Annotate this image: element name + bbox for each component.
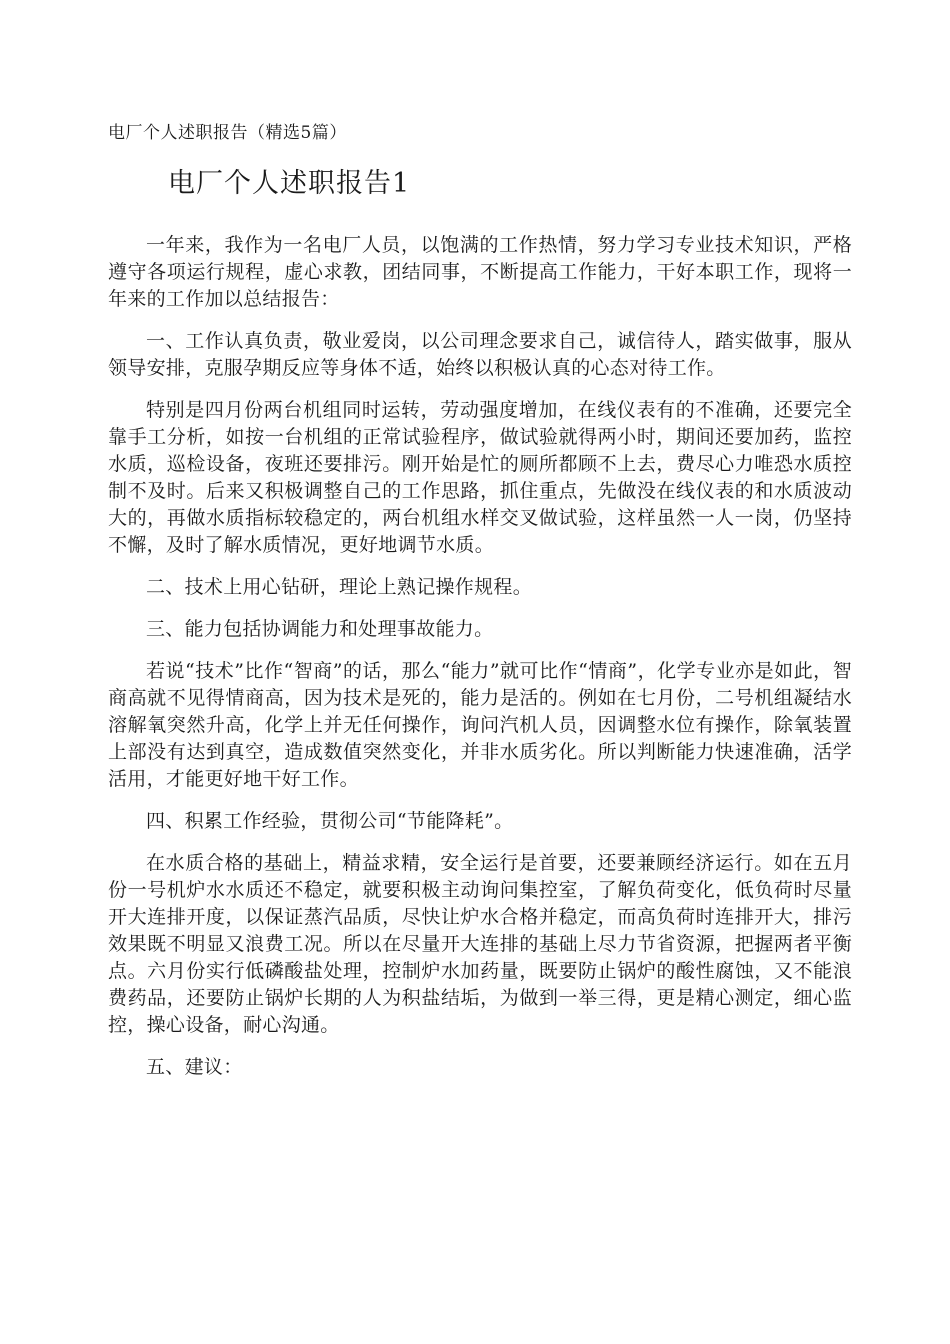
- paragraph-section-3-detail: 若说“技术”比作“智商”的话，那么“能力”就可比作“情商”，化学专业亦是如此，智商高就不见得情商高，因为技术是死的，能力是活的。例如在七月份，二号机组凝结水溶解氧突然升高，化学上并无任何操作，询问汽机人员，因调整水位有操作，除氧装置上部没有达到真空，造成数值突然变化，并非水质劣化。所以判断能力快速准确，活学活用，才能更好地干好工作。: [108, 660, 852, 790]
- paragraph-section-1: 一、工作认真负责，敬业爱岗，以公司理念要求自己，诚信待人，踏实做事，服从领导安排，克服孕期反应等身体不适，始终以积极认真的心态对待工作。: [108, 330, 852, 379]
- paragraph-section-4-detail: 在水质合格的基础上，精益求精，安全运行是首要，还要兼顾经济运行。如在五月份一号机炉水水质还不稳定，就要积极主动询问集控室，了解负荷变化，低负荷时尽量开大连排开度，以保证蒸汽品质，尽快让炉水合格并稳定，而高负荷时连排开大，排污效果既不明显又浪费工况。所以在尽量开大连排的基础上尽力节省资源，把握两者平衡点。六月份实行低磷酸盐处理，控制炉水加药量，既要防止锅炉的酸性腐蚀，又不能浪费药品，还要防止锅炉长期的人为积盐结垢，为做到一举三得，更是精心测定，细心监控，操心设备，耐心沟通。: [108, 852, 852, 1036]
- document-title: 电厂个人述职报告1: [168, 168, 411, 199]
- paragraph-section-4: 四、积累工作经验，贯彻公司“节能降耗”。: [146, 810, 514, 832]
- paragraph-section-5: 五、建议：: [146, 1056, 243, 1078]
- document-header: 电厂个人述职报告（精选5篇）: [108, 123, 347, 143]
- paragraph-section-2: 二、技术上用心钻研，理论上熟记操作规程。: [146, 576, 533, 598]
- document-body: [108, 232, 852, 1096]
- paragraph-intro: 一年来，我作为一名电厂人员，以饱满的工作热情，努力学习专业技术知识，严格遵守各项运行规程，虚心求教，团结同事，不断提高工作能力，干好本职工作，现将一年来的工作加以总结报告：: [108, 234, 852, 310]
- paragraph-section-1-detail: 特别是四月份两台机组同时运转，劳动强度增加，在线仪表有的不准确，还要完全靠手工分析，如按一台机组的正常试验程序，做试验就得两小时，期间还要加药，监控水质，巡检设备，夜班还要排污。刚开始是忙的厕所都顾不上去，费尽心力唯恐水质控制不及时。后来又积极调整自己的工作思路，抓住重点，先做没在线仪表的和水质波动大的，再做水质指标较稳定的，两台机组水样交叉做试验，这样虽然一人一岗，仍坚持不懈，及时了解水质情况，更好地调节水质。: [108, 399, 852, 556]
- paragraph-section-3: 三、能力包括协调能力和处理事故能力。: [146, 618, 494, 640]
